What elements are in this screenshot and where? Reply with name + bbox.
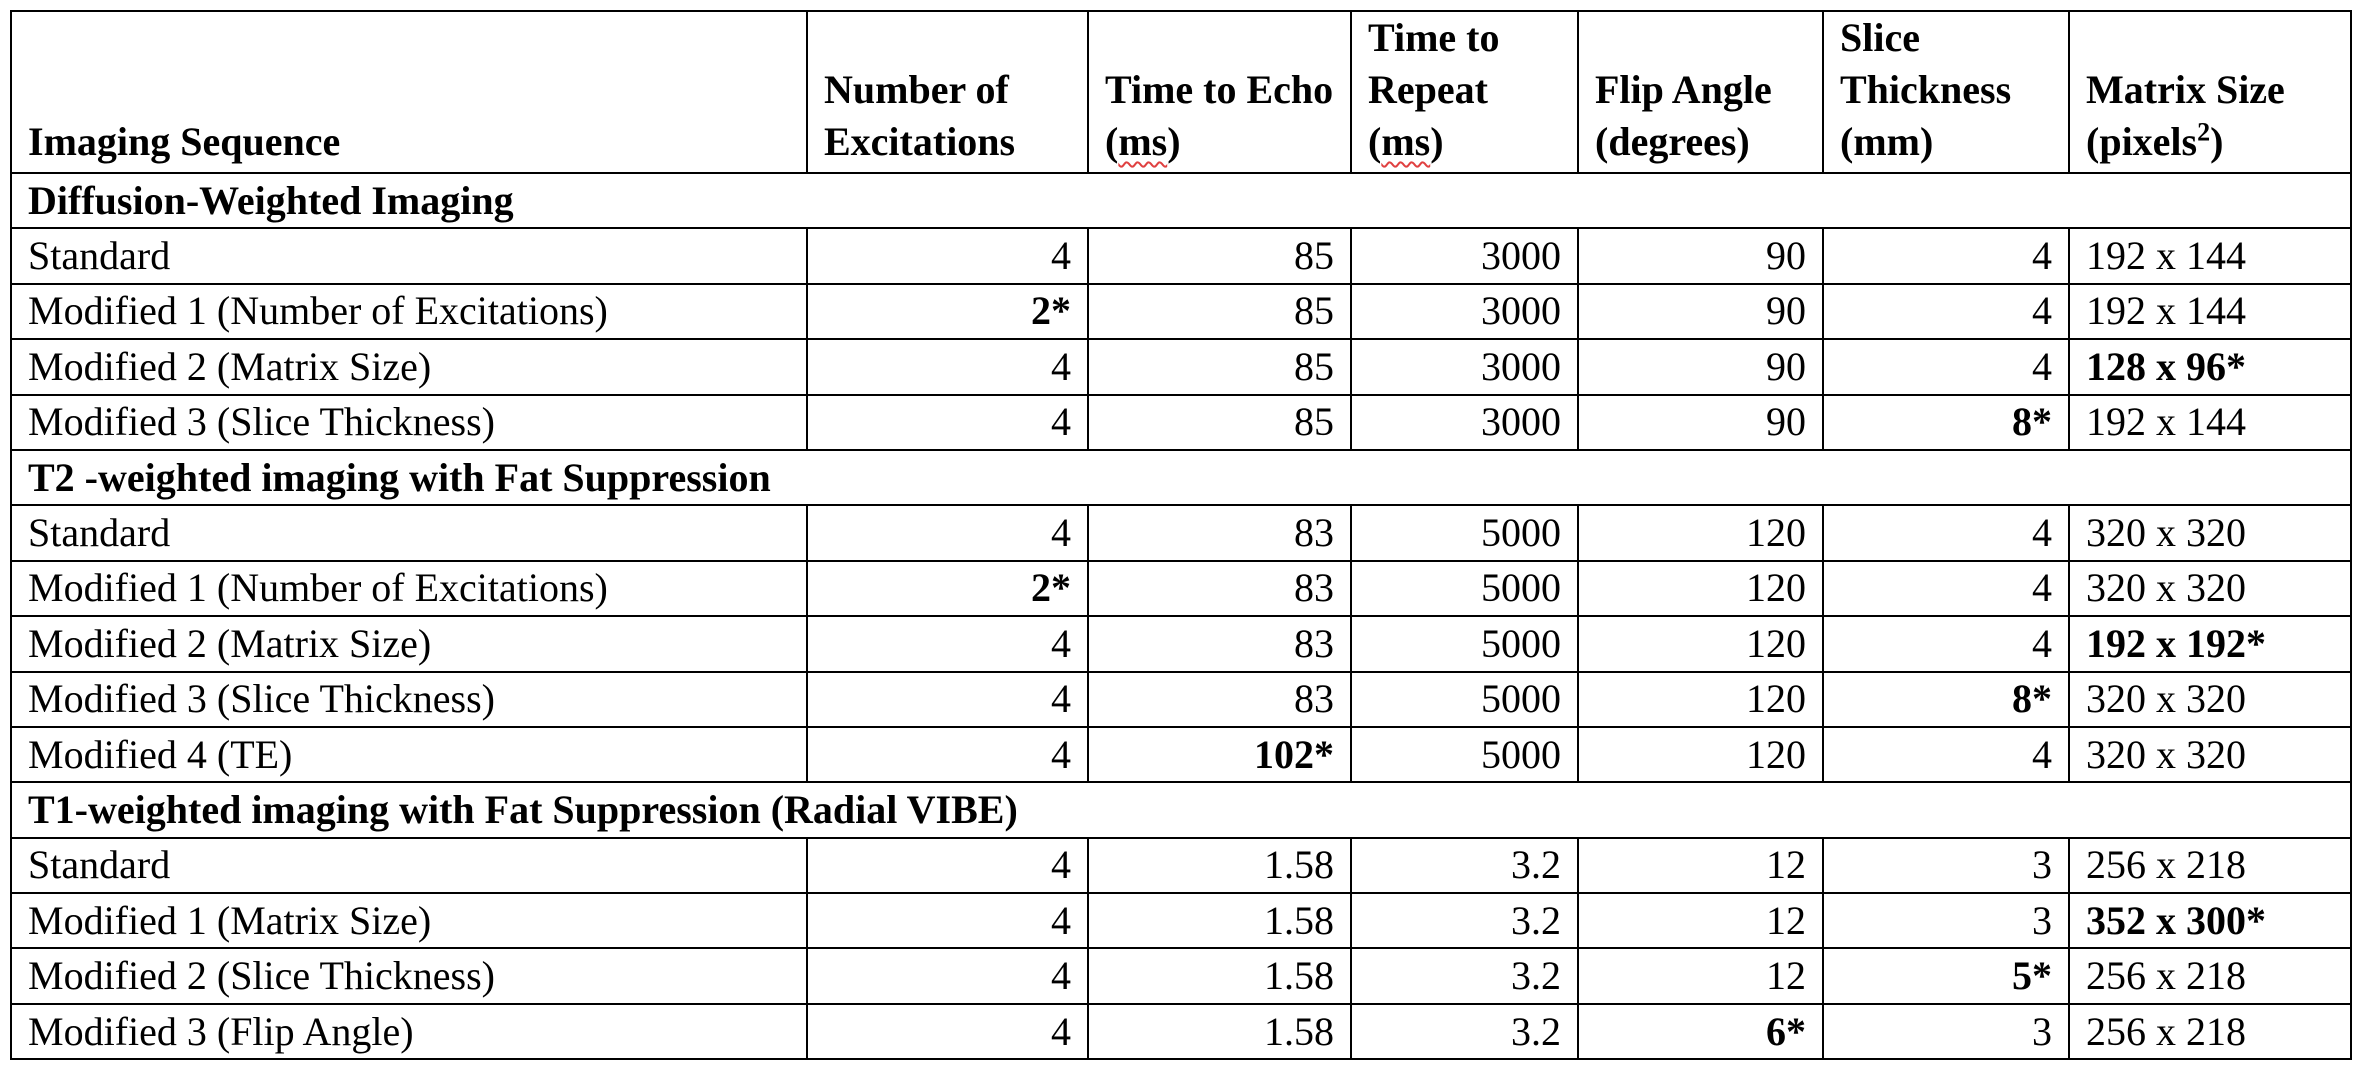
table-header [11, 11, 2351, 173]
matrix-cell: 192 x 192* [2069, 616, 2351, 671]
header-te-label: Time to Echo ( [1105, 67, 1334, 164]
nex-cell: 4 [807, 838, 1088, 893]
nex-cell: 4 [807, 672, 1088, 727]
flip-cell: 120 [1578, 561, 1823, 616]
sequence-name-cell: Standard [11, 228, 807, 283]
flip-cell: 120 [1578, 727, 1823, 782]
flip-cell: 90 [1578, 395, 1823, 450]
matrix-cell: 192 x 144 [2069, 284, 2351, 339]
section-title: Diffusion-Weighted Imaging [11, 173, 2351, 228]
te-cell: 102* [1088, 727, 1351, 782]
table-row [11, 505, 2351, 560]
header-tr-close: ) [1430, 119, 1444, 164]
matrix-cell: 128 x 96* [2069, 339, 2351, 394]
nex-cell: 2* [807, 284, 1088, 339]
tr-cell: 3.2 [1351, 948, 1578, 1003]
table-row [11, 838, 2351, 893]
sequence-name-cell: Standard [11, 505, 807, 560]
matrix-cell: 256 x 218 [2069, 1004, 2351, 1059]
table-row [11, 228, 2351, 283]
section-row [11, 782, 2351, 837]
tr-cell: 3000 [1351, 228, 1578, 283]
te-cell: 85 [1088, 228, 1351, 283]
section-title: T2 -weighted imaging with Fat Suppression [11, 450, 2351, 505]
matrix-cell: 192 x 144 [2069, 395, 2351, 450]
header-number-of-excitations [807, 11, 1088, 173]
tr-cell: 5000 [1351, 727, 1578, 782]
table-row [11, 727, 2351, 782]
tr-cell: 3.2 [1351, 838, 1578, 893]
table-container [10, 10, 2352, 1060]
table-row [11, 893, 2351, 948]
flip-cell: 90 [1578, 339, 1823, 394]
sequence-name-cell: Modified 1 (Matrix Size) [11, 893, 807, 948]
nex-cell: 4 [807, 1004, 1088, 1059]
table-row [11, 339, 2351, 394]
nex-cell: 2* [807, 561, 1088, 616]
te-cell: 85 [1088, 395, 1351, 450]
sequence-name-cell: Standard [11, 838, 807, 893]
header-matrix-label: Matrix Size (pixels [2086, 67, 2285, 164]
section-row [11, 450, 2351, 505]
tr-cell: 5000 [1351, 561, 1578, 616]
header-matrix-size [2069, 11, 2351, 173]
te-cell: 83 [1088, 672, 1351, 727]
header-flip-label: Flip Angle (degrees) [1595, 67, 1772, 164]
te-cell: 85 [1088, 339, 1351, 394]
flip-cell: 90 [1578, 228, 1823, 283]
flip-cell: 120 [1578, 505, 1823, 560]
imaging-parameters-table [10, 10, 2352, 1060]
table-row [11, 948, 2351, 1003]
table-row [11, 395, 2351, 450]
header-te-unit: ms [1118, 119, 1168, 164]
nex-cell: 4 [807, 505, 1088, 560]
header-time-to-repeat [1351, 11, 1578, 173]
slice-cell: 4 [1823, 505, 2069, 560]
matrix-cell: 320 x 320 [2069, 727, 2351, 782]
slice-cell: 8* [1823, 395, 2069, 450]
slice-cell: 5* [1823, 948, 2069, 1003]
tr-cell: 3.2 [1351, 893, 1578, 948]
flip-cell: 12 [1578, 893, 1823, 948]
te-cell: 1.58 [1088, 838, 1351, 893]
sequence-name-cell: Modified 3 (Slice Thickness) [11, 395, 807, 450]
header-matrix-superscript: 2 [2197, 117, 2211, 147]
slice-cell: 3 [1823, 1004, 2069, 1059]
header-imaging-sequence-label: Imaging Sequence [28, 119, 341, 164]
sequence-name-cell: Modified 1 (Number of Excitations) [11, 284, 807, 339]
header-time-to-echo [1088, 11, 1351, 173]
header-row [11, 11, 2351, 173]
sequence-name-cell: Modified 2 (Matrix Size) [11, 339, 807, 394]
table-row [11, 616, 2351, 671]
matrix-cell: 320 x 320 [2069, 505, 2351, 560]
section-title: T1-weighted imaging with Fat Suppression (Radial VIBE) [11, 782, 2351, 837]
sequence-name-cell: Modified 1 (Number of Excitations) [11, 561, 807, 616]
te-cell: 83 [1088, 505, 1351, 560]
nex-cell: 4 [807, 727, 1088, 782]
nex-cell: 4 [807, 616, 1088, 671]
matrix-cell: 320 x 320 [2069, 561, 2351, 616]
table-row [11, 284, 2351, 339]
slice-cell: 4 [1823, 228, 2069, 283]
te-cell: 1.58 [1088, 893, 1351, 948]
header-te-close: ) [1167, 119, 1181, 164]
flip-cell: 6* [1578, 1004, 1823, 1059]
flip-cell: 90 [1578, 284, 1823, 339]
te-cell: 83 [1088, 561, 1351, 616]
nex-cell: 4 [807, 339, 1088, 394]
slice-cell: 3 [1823, 893, 2069, 948]
sequence-name-cell: Modified 4 (TE) [11, 727, 807, 782]
flip-cell: 120 [1578, 672, 1823, 727]
header-nex-label: Number of Excitations [824, 67, 1016, 164]
matrix-cell: 256 x 218 [2069, 838, 2351, 893]
tr-cell: 5000 [1351, 672, 1578, 727]
nex-cell: 4 [807, 893, 1088, 948]
header-flip-angle [1578, 11, 1823, 173]
table-body [11, 173, 2351, 1059]
te-cell: 1.58 [1088, 948, 1351, 1003]
te-cell: 83 [1088, 616, 1351, 671]
flip-cell: 12 [1578, 838, 1823, 893]
matrix-cell: 352 x 300* [2069, 893, 2351, 948]
header-tr-label: Time to Repeat ( [1368, 15, 1500, 164]
nex-cell: 4 [807, 948, 1088, 1003]
header-tr-unit: ms [1381, 119, 1431, 164]
slice-cell: 4 [1823, 616, 2069, 671]
header-matrix-close: ) [2210, 119, 2224, 164]
sequence-name-cell: Modified 2 (Slice Thickness) [11, 948, 807, 1003]
slice-cell: 4 [1823, 561, 2069, 616]
matrix-cell: 320 x 320 [2069, 672, 2351, 727]
tr-cell: 3000 [1351, 395, 1578, 450]
table-row [11, 561, 2351, 616]
slice-cell: 4 [1823, 339, 2069, 394]
slice-cell: 4 [1823, 284, 2069, 339]
table-row [11, 1004, 2351, 1059]
header-slice-thickness [1823, 11, 2069, 173]
slice-cell: 8* [1823, 672, 2069, 727]
tr-cell: 3000 [1351, 284, 1578, 339]
tr-cell: 5000 [1351, 505, 1578, 560]
te-cell: 1.58 [1088, 1004, 1351, 1059]
flip-cell: 12 [1578, 948, 1823, 1003]
nex-cell: 4 [807, 228, 1088, 283]
matrix-cell: 192 x 144 [2069, 228, 2351, 283]
header-imaging-sequence [11, 11, 807, 173]
nex-cell: 4 [807, 395, 1088, 450]
sequence-name-cell: Modified 3 (Slice Thickness) [11, 672, 807, 727]
table-row [11, 672, 2351, 727]
matrix-cell: 256 x 218 [2069, 948, 2351, 1003]
section-row [11, 173, 2351, 228]
tr-cell: 3000 [1351, 339, 1578, 394]
header-slice-label: Slice Thickness (mm) [1840, 15, 2012, 164]
sequence-name-cell: Modified 3 (Flip Angle) [11, 1004, 807, 1059]
sequence-name-cell: Modified 2 (Matrix Size) [11, 616, 807, 671]
tr-cell: 3.2 [1351, 1004, 1578, 1059]
slice-cell: 3 [1823, 838, 2069, 893]
te-cell: 85 [1088, 284, 1351, 339]
slice-cell: 4 [1823, 727, 2069, 782]
tr-cell: 5000 [1351, 616, 1578, 671]
flip-cell: 120 [1578, 616, 1823, 671]
